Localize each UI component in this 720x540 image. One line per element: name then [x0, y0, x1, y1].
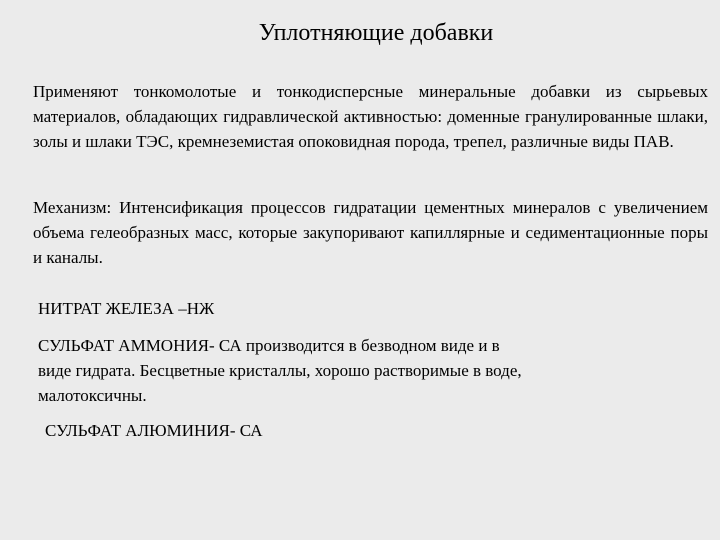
- paragraph-mechanism: Механизм: Интенсификация процессов гидратации цементных минералов с увеличением объема гелеобразных масс, которые закупоривают капиллярные и седиментационные поры и каналы.: [33, 198, 708, 267]
- slide-title: Уплотняющие добавки: [258, 20, 494, 46]
- item-ammonium-sulfate-line-1: СУЛЬФАТ АММОНИЯ- СА производится в безводном виде и в: [38, 336, 500, 355]
- item-iron-nitrate: НИТРАТ ЖЕЛЕЗА –НЖ: [38, 299, 215, 318]
- item-aluminium-sulfate: СУЛЬФАТ АЛЮМИНИЯ- СА: [45, 421, 263, 440]
- paragraph-minerals: Применяют тонкомолотые и тонкодисперсные минеральные добавки из сырьевых материалов, обладающих гидравлической активностью: доменные гранулированные шлаки, золы и шлаки ТЭС, кремнеземистая опоковидная порода, трепел, различные виды ПАВ.: [33, 82, 708, 151]
- item-ammonium-sulfate-line-2: виде гидрата. Бесцветные кристаллы, хорошо растворимые в воде,: [38, 361, 522, 380]
- item-ammonium-sulfate-line-3: малотоксичны.: [38, 386, 147, 405]
- item-ammonium-sulfate: [38, 333, 638, 408]
